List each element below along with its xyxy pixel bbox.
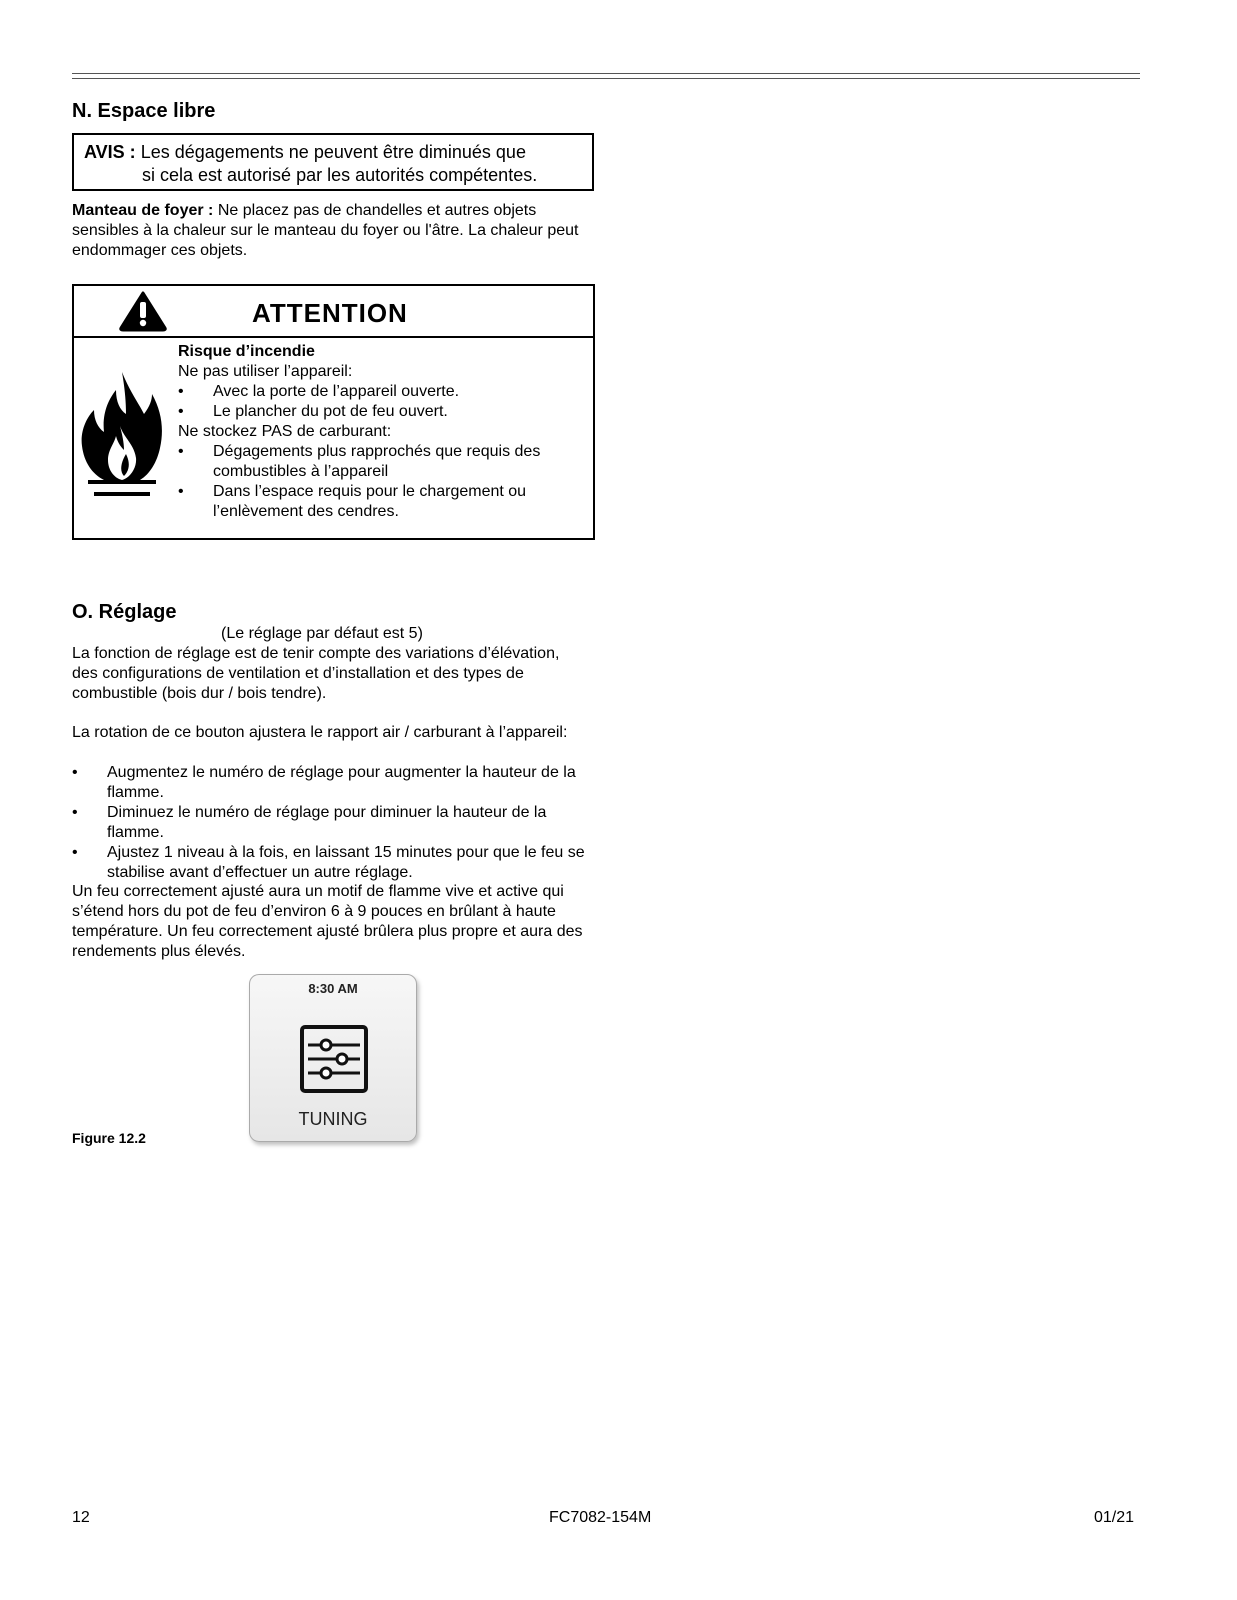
- tuning-bullets: [72, 763, 592, 883]
- warning-title: ATTENTION: [252, 298, 408, 328]
- warning-intro-1: Ne pas utiliser l’appareil:: [178, 363, 353, 380]
- sliders-icon: [300, 1025, 368, 1093]
- tuning-paragraph-2: La rotation de ce bouton ajustera le rapport air / carburant à l’appareil:: [72, 724, 568, 741]
- mantel-label: Manteau de foyer :: [72, 202, 214, 219]
- warning-box: [72, 284, 595, 540]
- mantel-paragraph: [72, 201, 602, 261]
- header-rule: [72, 78, 1140, 79]
- page-number: 12: [72, 1509, 90, 1526]
- list-item: • Diminuez le numéro de réglage pour diminuer la hauteur de la flamme.: [72, 804, 547, 841]
- flame-icon: [80, 370, 164, 502]
- section-o-title: O. Réglage: [72, 601, 177, 623]
- list-item: • Le plancher du pot de feu ouvert.: [178, 403, 448, 420]
- notice-box: [72, 133, 594, 191]
- list-item: • Dans l’espace requis pour le chargement ou l’enlèvement des cendres.: [178, 483, 527, 520]
- notice-line-2: si cela est autorisé par les autorités compétentes.: [142, 165, 538, 185]
- list-item: • Dégagements plus rapprochés que requis des combustibles à l’appareil: [178, 443, 541, 480]
- default-note: (Le réglage par défaut est 5): [221, 625, 423, 642]
- warning-intro-2: Ne stockez PAS de carburant:: [178, 423, 392, 440]
- mantel-text: Ne placez pas de chandelles et autres objets sensibles à la chaleur sur le manteau du foyer ou l'âtre. La chaleur peut endommager ces objets.: [72, 202, 579, 259]
- document-date: 01/21: [1094, 1509, 1135, 1526]
- warning-header: [74, 286, 593, 338]
- notice-line-1: Les dégagements ne peuvent être diminués que: [140, 142, 526, 162]
- figure-caption: Figure 12.2: [72, 1130, 146, 1146]
- tuning-button[interactable]: [249, 974, 417, 1142]
- list-item: • Avec la porte de l’appareil ouverte.: [178, 383, 460, 400]
- list-item: • Augmentez le numéro de réglage pour augmenter la hauteur de la flamme.: [72, 764, 576, 801]
- warning-triangle-icon: [118, 290, 168, 332]
- list-item: • Ajustez 1 niveau à la fois, en laissant 15 minutes pour que le feu se stabilise avant d’effectuer un autre réglage.: [72, 844, 585, 881]
- tuning-label: TUNING: [298, 1109, 368, 1129]
- warning-body: [178, 342, 588, 522]
- document-code: FC7082-154M: [549, 1509, 652, 1526]
- notice-label: AVIS :: [84, 142, 136, 162]
- warning-heading: Risque d’incendie: [178, 343, 315, 360]
- section-n-title: N. Espace libre: [72, 100, 216, 122]
- tuning-paragraph-3: Un feu correctement ajusté aura un motif de flamme vive et active qui s’étend hors du pot de feu d’environ 6 à 9 pouces en brûlant à haute température. Un feu correctement ajusté brûlera plus propre et aura des rendements plus élevés.: [72, 883, 583, 960]
- clock-time: 8:30 AM: [308, 981, 358, 996]
- tuning-paragraph-1: La fonction de réglage est de tenir compte des variations d’élévation, des configurations de ventilation et d’installation et des types de combustible (bois dur / bois tendre).: [72, 645, 560, 702]
- header-rule: [72, 73, 1140, 74]
